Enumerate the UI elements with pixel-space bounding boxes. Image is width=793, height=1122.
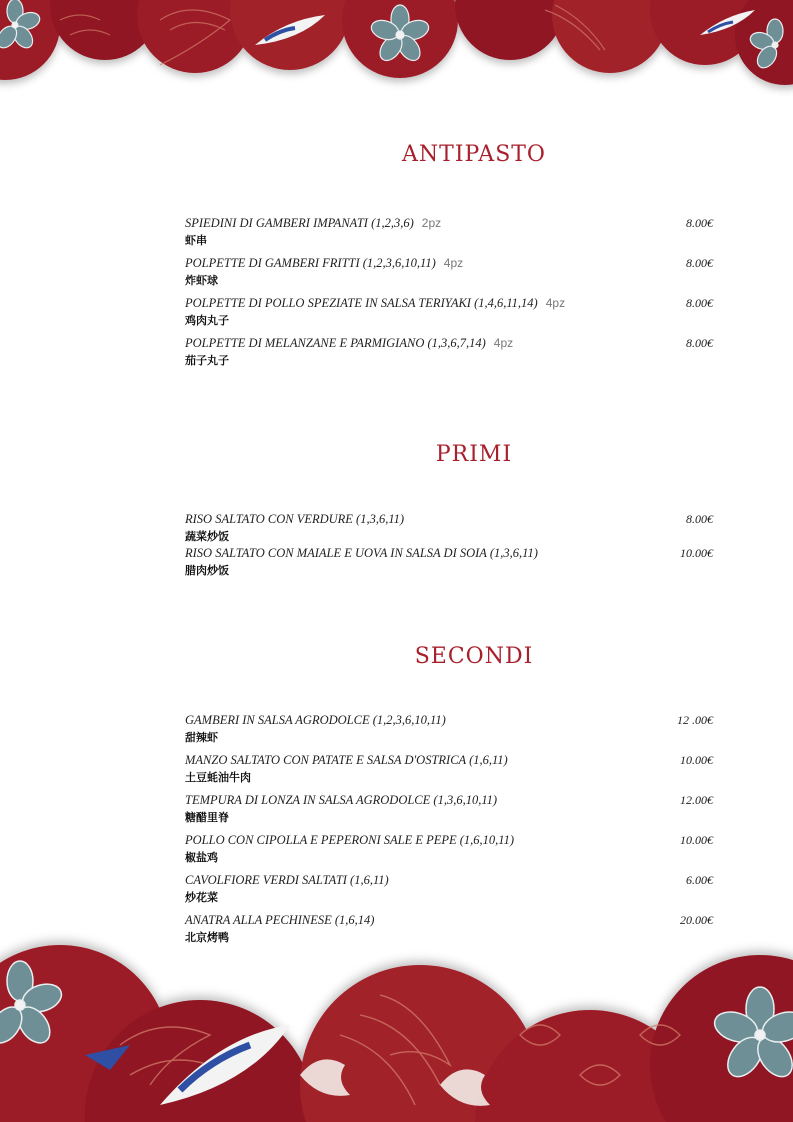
top-decorative-border <box>0 0 793 100</box>
menu-item <box>185 335 713 375</box>
item-price: 6.00€ <box>686 873 713 887</box>
item-pieces: 4pz <box>545 296 566 310</box>
menu-item <box>185 712 713 752</box>
item-pieces: 4pz <box>443 256 464 270</box>
item-chinese-name: 炸虾球 <box>185 274 218 287</box>
item-chinese-name: 虾串 <box>185 234 207 247</box>
menu-item <box>185 545 713 579</box>
bottom-decorative-border <box>0 925 793 1122</box>
item-chinese-name: 糖醋里脊 <box>185 811 229 824</box>
item-name: RISO SALTATO CON MAIALE E UOVA IN SALSA DI SOIA (1,3,6,11) <box>185 546 538 560</box>
item-name: POLPETTE DI POLLO SPEZIATE IN SALSA TERIYAKI (1,4,6,11,14) 4pz <box>185 296 566 310</box>
item-name: POLLO CON CIPOLLA E PEPERONI SALE E PEPE (1,6,10,11) <box>185 833 515 847</box>
item-name: ANATRA ALLA PECHINESE (1,6,14) <box>185 913 375 927</box>
menu-list-primi <box>185 511 713 579</box>
menu-item <box>185 295 713 335</box>
menu-item <box>185 832 713 872</box>
section-title-primi: PRIMI <box>435 442 513 467</box>
menu-item <box>185 752 713 792</box>
item-chinese-name: 土豆蚝油牛肉 <box>185 771 251 784</box>
menu-item <box>185 255 713 295</box>
item-name: RISO SALTATO CON VERDURE (1,3,6,11) <box>185 512 405 526</box>
menu-list-antipasto <box>185 215 713 375</box>
item-name: POLPETTE DI GAMBERI FRITTI (1,2,3,6,10,11) 4pz <box>185 256 464 270</box>
item-price: 8.00€ <box>686 336 713 350</box>
item-price: 8.00€ <box>686 512 713 526</box>
item-price: 8.00€ <box>686 296 713 310</box>
menu-item <box>185 792 713 832</box>
item-chinese-name: 腊肉炒饭 <box>185 564 229 577</box>
item-name: GAMBERI IN SALSA AGRODOLCE (1,2,3,6,10,11) <box>185 713 446 727</box>
menu-list-secondi <box>185 712 713 952</box>
item-pieces: 2pz <box>421 216 442 230</box>
item-chinese-name: 茄子丸子 <box>185 354 229 367</box>
item-price: 20.00€ <box>680 913 713 927</box>
item-chinese-name: 甜辣虾 <box>185 731 218 744</box>
section-title-secondi: SECONDI <box>414 644 534 669</box>
item-name: SPIEDINI DI GAMBERI IMPANATI (1,2,3,6) 2pz <box>185 216 442 230</box>
menu-item <box>185 215 713 255</box>
item-name: TEMPURA DI LONZA IN SALSA AGRODOLCE (1,3,6,10,11) <box>185 793 498 807</box>
menu-item <box>185 511 713 545</box>
item-chinese-name: 北京烤鸭 <box>185 931 229 944</box>
item-price: 10.00€ <box>680 546 713 560</box>
item-price: 12.00€ <box>680 793 713 807</box>
item-name: MANZO SALTATO CON PATATE E SALSA D'OSTRICA (1,6,11) <box>185 753 508 767</box>
section-title-antipasto: ANTIPASTO <box>402 142 546 167</box>
item-price: 12 .00€ <box>677 713 713 727</box>
item-name: POLPETTE DI MELANZANE E PARMIGIANO (1,3,6,7,14) 4pz <box>185 336 514 350</box>
item-chinese-name: 蔬菜炒饭 <box>185 530 229 543</box>
item-price: 8.00€ <box>686 216 713 230</box>
item-chinese-name: 炒花菜 <box>185 891 218 904</box>
item-price: 10.00€ <box>680 753 713 767</box>
item-name: CAVOLFIORE VERDI SALTATI (1,6,11) <box>185 873 389 887</box>
item-price: 10.00€ <box>680 833 713 847</box>
item-pieces: 4pz <box>493 336 514 350</box>
menu-item <box>185 872 713 912</box>
item-price: 8.00€ <box>686 256 713 270</box>
item-chinese-name: 鸡肉丸子 <box>185 314 229 327</box>
item-chinese-name: 椒盐鸡 <box>185 851 218 864</box>
